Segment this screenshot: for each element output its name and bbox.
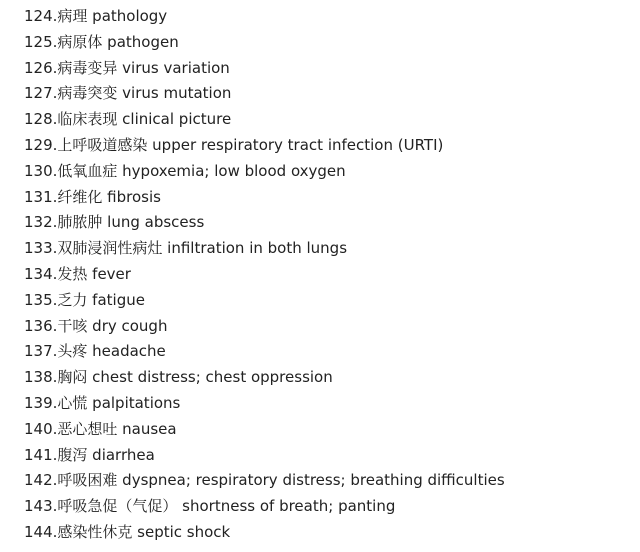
glossary-entry-129: 129.上呼吸道感染 upper respiratory tract infection (URTI) [24,135,444,154]
glossary-entry-125: 125.病原体 pathogen [24,32,179,51]
glossary-entry-135: 135.乏力 fatigue [24,290,145,309]
glossary-entry-138: 138.胸闷 chest distress; chest oppression [24,368,333,387]
glossary-entry-139: 139.心慌 palpitations [24,393,181,412]
glossary-entry-127: 127.病毒突变 virus mutation [24,84,232,103]
glossary-entry-132: 132.肺脓肿 lung abscess [24,213,205,232]
glossary-entry-136: 136.干咳 dry cough [24,316,168,335]
glossary-entry-144: 144.感染性休克 septic shock [24,522,231,541]
glossary-entry-140: 140.恶心想吐 nausea [24,419,177,438]
glossary-entry-134: 134.发热 fever [24,264,131,283]
glossary-entry-124: 124.病理 pathology [24,7,168,25]
glossary-entry-141: 141.腹泻 diarrhea [24,445,155,464]
glossary-entry-126: 126.病毒变异 virus variation [24,58,230,77]
glossary-entry-142: 142.呼吸困难 dyspnea; respiratory distress; breathing difficulties [24,471,505,490]
glossary-entry-137: 137.头疼 headache [24,342,166,361]
glossary-entry-128: 128.临床表现 clinical picture [24,110,232,129]
glossary-entry-130: 130.低氧血症 hypoxemia; low blood oxygen [24,161,346,180]
glossary-entry-131: 131.纤维化 fibrosis [24,187,161,206]
glossary-list [24,4,624,546]
glossary-entry-133: 133.双肺浸润性病灶 infiltration in both lungs [24,239,348,258]
glossary-entry-143: 143.呼吸急促（气促） shortness of breath; panting [24,497,396,516]
